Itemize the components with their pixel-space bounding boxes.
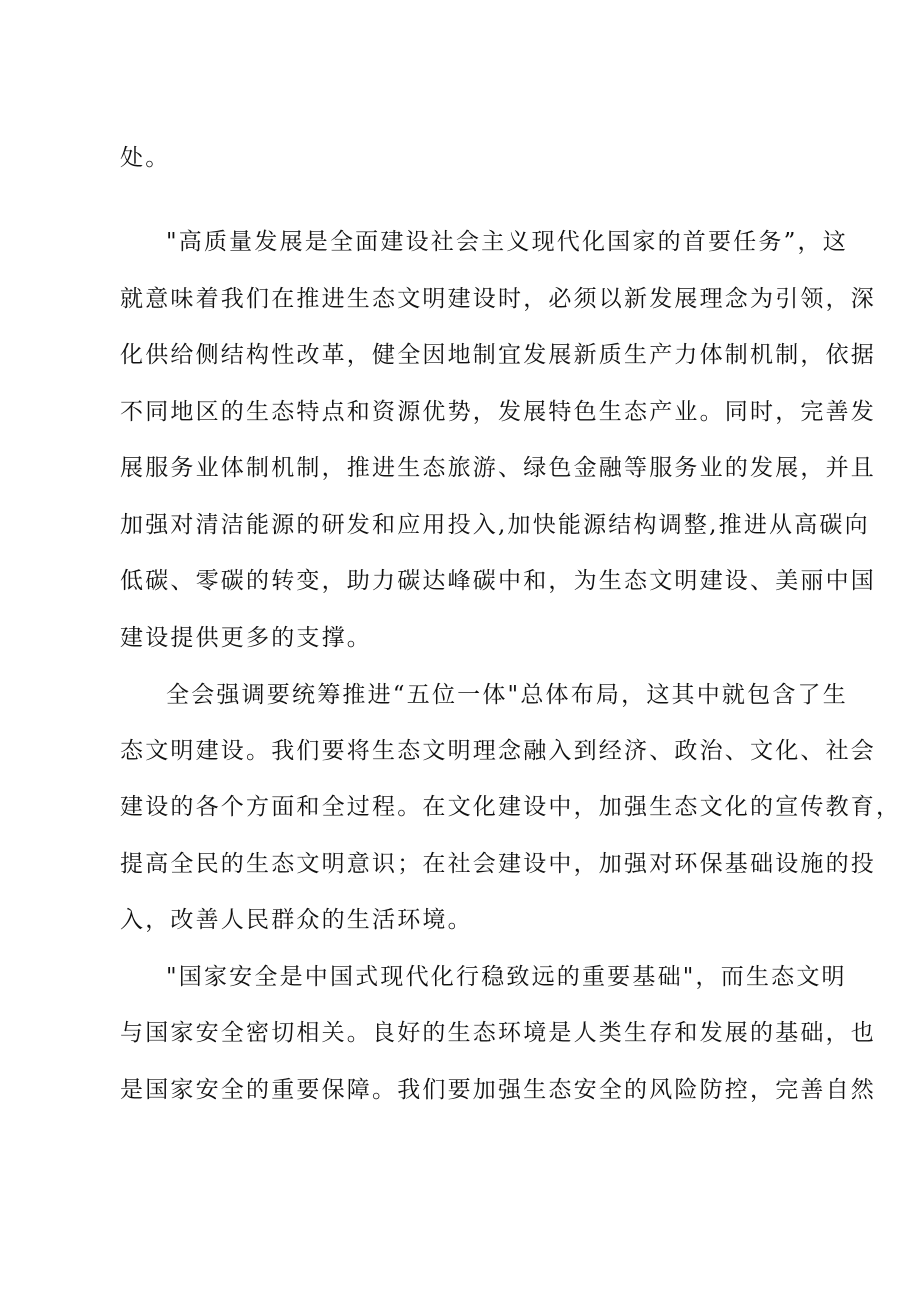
text-line: 低碳、零碳的转变，助力碳达峰碳中和，为生态文明建设、美丽中国 [120,568,876,594]
text-line: 全会强调要统筹推进“五位一体"总体布局，这其中就包含了生 [166,682,848,708]
text-line: 展服务业体制机制，推进生态旅游、绿色金融等服务业的发展，并且 [120,455,876,481]
text-line: "国家安全是中国式现代化行稳致远的重要基础"，而生态文明 [166,964,847,990]
text-line: 不同地区的生态特点和资源优势，发展特色生态产业。同时，完善发 [120,399,876,425]
text-line: 提高全民的生态文明意识；在社会建设中，加强对环保基础设施的投 [120,851,876,877]
text-line: 与国家安全密切相关。良好的生态环境是人类生存和发展的基础，也 [120,1020,876,1046]
text-line: 入，改善人民群众的生活环境。 [120,907,473,933]
text-line: 化供给侧结构性改革，健全因地制宜发展新质生产力体制机制，依据 [120,342,876,368]
text-line: 建设提供更多的支撑。 [120,625,372,651]
text-line: 处。 [120,145,171,171]
text-line: 态文明建设。我们要将生态文明理念融入到经济、政治、文化、社会 [120,738,876,764]
text-line: 就意味着我们在推进生态文明建设时，必须以新发展理念为引领，深 [120,286,876,312]
text-line: 是国家安全的重要保障。我们要加强生态安全的风险防控，完善自然 [120,1077,876,1103]
text-line: "高质量发展是全面建设社会主义现代化国家的首要任务”，这 [166,229,848,255]
text-line: 建设的各个方面和全过程。在文化建设中，加强生态文化的宣传教育， [120,794,902,820]
text-line: 加强对清洁能源的研发和应用投入,加快能源结构调整,推进从高碳向 [120,512,870,538]
